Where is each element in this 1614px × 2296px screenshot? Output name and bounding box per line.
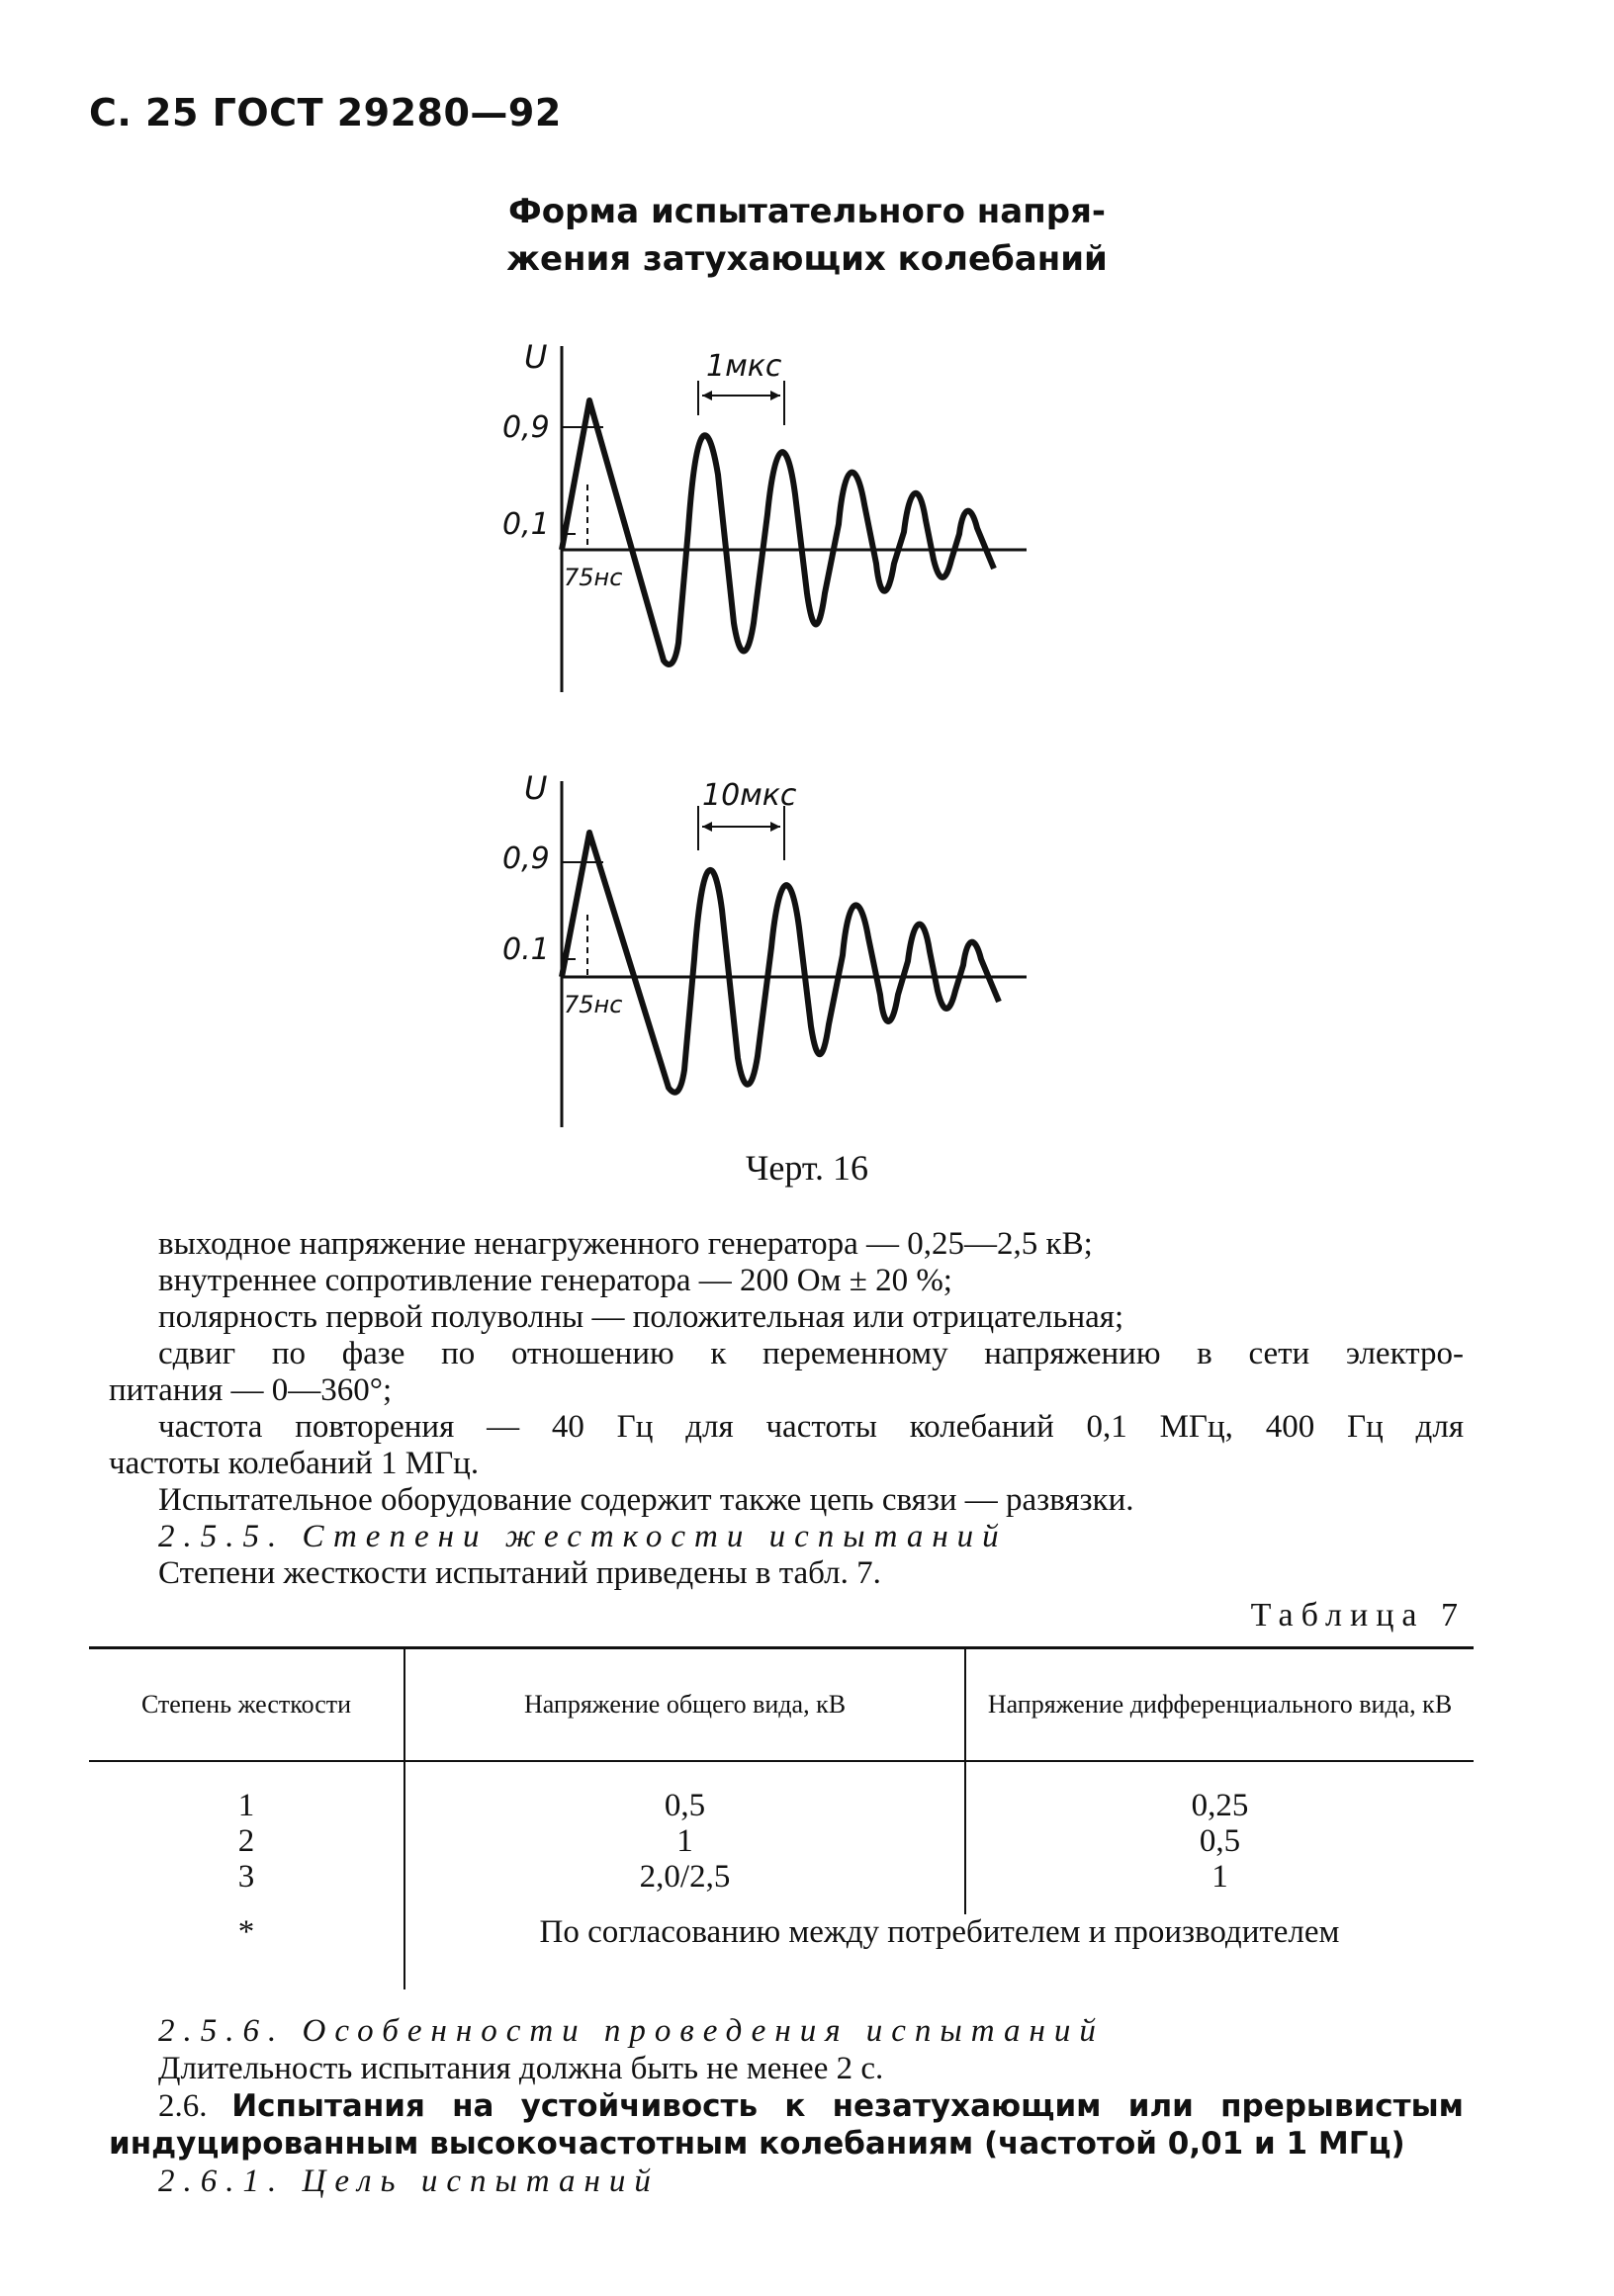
param-line: Степени жесткости испытаний приведены в табл. 7. xyxy=(158,1555,881,1591)
section-2-6 xyxy=(109,2087,1464,2163)
period-label: 10мкс xyxy=(702,778,797,813)
differential-mode-value: 0,25 xyxy=(1191,1788,1249,1823)
param-line: частоты колебаний 1 МГц. xyxy=(109,1446,480,1481)
severity-level: 1 xyxy=(237,1788,255,1823)
header-common-mode: Напряжение общего вида, кВ xyxy=(404,1648,965,1762)
common-mode-value: 1 xyxy=(676,1823,693,1859)
param-line: питания — 0—360°; xyxy=(109,1372,393,1408)
param-line: Испытательное оборудование содержит также цепь связи — развязки. xyxy=(158,1482,1134,1518)
common-mode-value: 0,5 xyxy=(664,1788,706,1823)
common-mode-cell xyxy=(404,1761,965,1914)
period-label: 1мкс xyxy=(706,349,782,384)
section-heading-2-5-6: 2.5.6. Особенности проведения испытаний xyxy=(158,2013,1105,2049)
section-2-6-title: Испытания на устойчивость к незатухающим или прерывистым индуцированным высокочастотным колебаниям (частотой 0,01 и 1 МГц) xyxy=(109,2088,1465,2162)
header-differential-mode: Напряжение дифференциального вида, кВ xyxy=(965,1648,1474,1762)
severity-table xyxy=(89,1646,1474,1989)
param-line: сдвиг по фазе по отношению к переменному напряжению в сети электро- xyxy=(158,1336,1464,1371)
figure-caption: Черт. 16 xyxy=(746,1148,868,1188)
parameters-text xyxy=(109,1226,1464,1592)
level-high-label: 0,9 xyxy=(502,841,550,876)
differential-mode-value: 1 xyxy=(1211,1859,1228,1895)
special-level-note: По согласованию между потребителем и производителем xyxy=(404,1914,1474,1989)
common-mode-value: 2,0/2,5 xyxy=(639,1859,731,1895)
severity-level: 3 xyxy=(237,1859,255,1895)
level-high-label: 0,9 xyxy=(502,410,550,445)
param-line: полярность первой полуволны — положительная или отрицательная; xyxy=(158,1299,1124,1335)
level-low-label: 0.1 xyxy=(502,932,550,967)
page-header: С. 25 ГОСТ 29280—92 xyxy=(89,91,562,134)
waveform-diagram-bottom xyxy=(465,761,1058,1137)
figure-title-line-1: Форма испытательного напря- xyxy=(507,192,1107,231)
severity-levels-cell xyxy=(89,1761,404,1914)
table-row-special xyxy=(89,1914,1474,1989)
header-severity: Степень жесткости xyxy=(89,1648,404,1762)
rise-time-label: 75нс xyxy=(564,564,623,591)
section-heading-2-5-5: 2.5.5. Степени жесткости испытаний xyxy=(158,1519,1008,1554)
table-title: Таблица 7 xyxy=(1250,1597,1466,1634)
table-header-row xyxy=(89,1648,1474,1762)
severity-level: 2 xyxy=(237,1823,255,1859)
figure-title-line-2: жения затухающих колебаний xyxy=(506,239,1108,279)
differential-mode-value: 0,5 xyxy=(1199,1823,1241,1859)
param-line: выходное напряжение ненагруженного генератора — 0,25—2,5 кВ; xyxy=(158,1226,1093,1262)
param-line: частота повторения — 40 Гц для частоты колебаний 0,1 МГц, 400 Гц для xyxy=(158,1409,1464,1445)
rise-time-label: 75нс xyxy=(564,991,623,1018)
following-sections xyxy=(109,2012,1464,2200)
waveform-diagram-top xyxy=(465,326,1058,702)
damped-oscillation-curve xyxy=(562,833,999,1093)
differential-mode-cell xyxy=(965,1761,1474,1914)
level-low-label: 0,1 xyxy=(502,507,550,542)
severity-level: * xyxy=(237,1914,255,1950)
section-2-6-number: 2.6. xyxy=(158,2088,208,2124)
duration-text: Длительность испытания должна быть не менее 2 с. xyxy=(158,2051,884,2086)
section-heading-2-6-1: 2.6.1. Цель испытаний xyxy=(158,2164,660,2199)
table-row xyxy=(89,1761,1474,1914)
axis-u-label: U xyxy=(524,769,548,807)
damped-oscillation-curve xyxy=(562,400,994,664)
figure-title xyxy=(0,188,1614,283)
axis-u-label: U xyxy=(524,338,548,376)
param-line: внутреннее сопротивление генератора — 200 Ом ± 20 %; xyxy=(158,1263,952,1298)
